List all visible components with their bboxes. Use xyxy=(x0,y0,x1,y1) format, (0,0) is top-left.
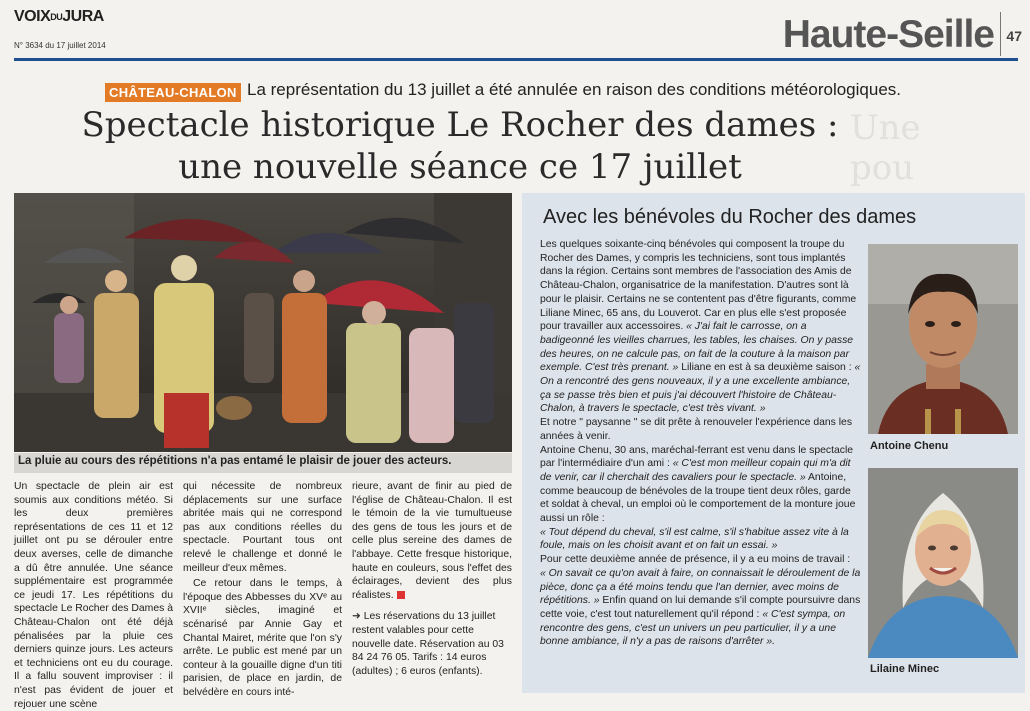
sidebar-text: Les quelques soixante-cinq bénévoles qui composent la troupe du Rocher des Dames, y compris les techniciens, sont tous implantés dans la région. Certains sont membres de l'association des Amis de Château-Chalon, organisatrice de la manifestation. D'autres sont là pour le plaisir. Certains ne se contentent pas d'être figurants, comme Liliane Minec, 65 ans, du Louverot. Car en plus elle s'est proposée pour travailler aux accessoires. « J'ai fait le carrosse, on a badigeonné les vieilles charrues, les tables, les chaises. On y passe des heures, on ne calcule pas, on fait de la couture à la maison par exemple. C'est très prenant. » Liliane en est à sa deuxième saison : « On a rencontré des gens nouveaux, il y a une excellente ambiance, ça se passe très bien et puis j'ai découvert l'histoire de Château-Chalon, à travers le spectacle, c'est très vivant. » Et notre " paysanne " se dit prête à renouveler l'expérience dans les années à venir. Antoine Chenu, 30 ans, maréchal-ferrant est venu dans le spectacle par l'intermédiaire d'un ami : « C'est mon meilleur copain qui m'a dit de venir, car il cherchait des cavaliers pour le spectacle. » Antoine, comme beaucoup de bénévoles de la troupe tient deux rôles, garde et soldat à cheval, un emploi où le comportement de la monture joue aussi un rôle : « Tout dépend du cheval, s'il est calme, s'il s'habitue assez vite à la foule, mais on les choisit avant et on fait un essai. » Pour cette deuxième année de présence, il y a eu moins de travail : « On savait ce qu'on avait à faire, on connaissait le déroulement de la pièce, donc ça a été moins tendu que l'an dernier, avec moins de répétitions. » Enfin quand on lui demande s'il compte poursuivre dans cette voie, c'est tout naturellement qu'il répond : « C'est sympa, on rencontre des gens, c'est un univers un peu particulier, il y a une bonne ambiance, il n'y a pas de raisons d'arrêter ». xyxy=(540,239,861,648)
portrait-antoine-chenu xyxy=(868,244,1018,434)
page-number: 47 xyxy=(1006,28,1022,44)
article-paragraph: Ce retour dans le temps, à l'époque des Abbesses du XVᵉ au XVIIᵉ siècles, imaginé et scénarisé par Annie Gay et Chantal Mairet, mérite que l'on s'y arrête. Le public est mené par un conteur à la gouaille digne d'un titi parisien, de place en jardin, de belvédère en cours inté- xyxy=(183,578,342,698)
arrow-icon: ➜ xyxy=(352,611,361,623)
issue-date: N° 3634 du 17 juillet 2014 xyxy=(14,41,106,50)
rehearsal-photo-illustration xyxy=(14,193,512,452)
rehearsal-photo xyxy=(14,193,512,452)
article-column-3 xyxy=(352,480,512,692)
photo-caption: La pluie au cours des répétitions n'a pas entamé le plaisir de jouer des acteurs. xyxy=(14,453,512,473)
kicker-text: La représentation du 13 juillet a été annulée en raison des conditions météorologiques. xyxy=(247,80,902,99)
bleed-through-text: Une pou xyxy=(850,108,921,188)
article-column-2 xyxy=(183,480,342,698)
article-paragraph: qui nécessite de nombreux déplacements sur une surface abritée mais qui ne correspond pas aux conditions réelles du spectacle. Pourtant tous ont relevé le challenge et donné le meilleur d'eux mêmes. xyxy=(183,481,342,574)
reservation-note: ➜ Les réservations du 13 juillet restent valables pour cette nouvelle date. Réservation au 03 84 24 76 05. Tarifs : 14 euros (adultes) ; 6 euros (enfants). xyxy=(352,611,504,677)
article-paragraph: rieure, avant de finir au pied de l'église de Château-Chalon. Il est le témoin de la vie tumultueuse des gens de tous les jours et de celle plus sereine des dames de l'abbaye. Cette fresque historique, haute en couleurs, sous l'effet des éclairages, devient des plus réalistes. xyxy=(352,481,512,601)
headline-line-2: une nouvelle séance ce 17 juillet xyxy=(178,147,742,187)
article-column-1: Un spectacle de plein air est soumis aux conditions météo. Si les deux premières représentations de ces 11 et 12 juillet ont pu se dérouler entre deux averses, celle de dimanche a dû être annulée. Une séance supplémentaire est programmée ce jeudi 17. Les répétitions du spectacle Le Rocher des Dames à Château-Chalon ont été déjà pénalisées par la pluie ces derniers quinze jours. Les acteurs et techniciens ont eu du courage. Il a fallu souvent improviser : il n'est pas évident de jouer et rejouer une scène xyxy=(14,481,173,710)
portrait-name-antoine: Antoine Chenu xyxy=(870,440,949,452)
portrait-name-lilaine: Lilaine Minec xyxy=(870,663,940,675)
portrait-lilaine-minec xyxy=(868,468,1018,658)
newspaper-masthead: VOIXDUJURA xyxy=(14,8,104,25)
location-tag: CHÂTEAU-CHALON xyxy=(105,83,241,102)
header-rule xyxy=(14,58,1018,61)
end-of-article-icon xyxy=(397,591,405,599)
portrait-illustration xyxy=(868,244,1018,434)
headline xyxy=(60,104,860,188)
sidebar-title: Avec les bénévoles du Rocher des dames xyxy=(543,206,917,228)
headline-line-1: Spectacle historique Le Rocher des dames : xyxy=(81,105,839,145)
header-divider xyxy=(1000,12,1001,56)
section-title: Haute-Seille xyxy=(782,13,994,56)
portrait-illustration xyxy=(868,468,1018,658)
